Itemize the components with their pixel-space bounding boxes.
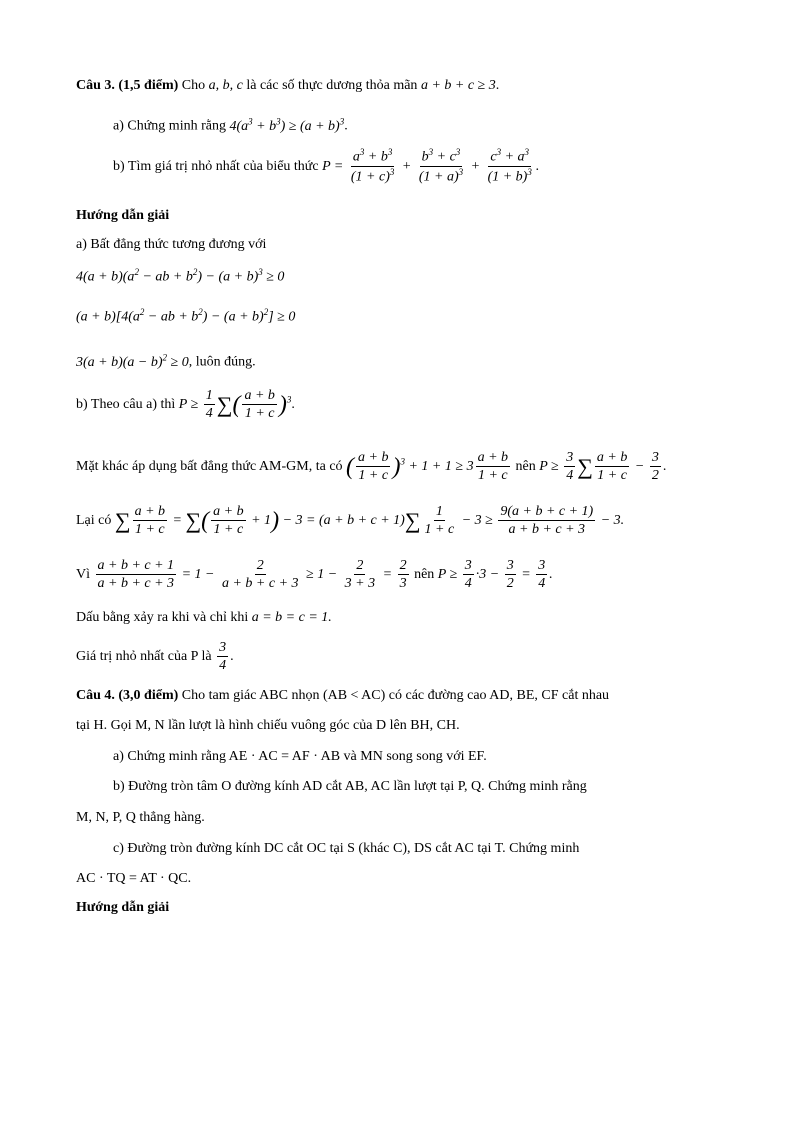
q4-title: Câu 4. (3,0 điểm) (76, 688, 179, 703)
q3-am-gm: Mặt khác áp dụng bất đẳng thức AM-GM, ta có ( $\frac{a + b}{1 + c}$ )$^3$ + 1 + 1 ≥ 3 $\frac{a + b}{1 + c}$ nên P ≥ $\frac{3}{4}$ ∑ $\frac{a + b}{1 + c}$ − $\frac{3}{2}$ . (76, 450, 667, 484)
q3-part-b (113, 148, 539, 185)
q3-intro2: là các số thực dương thỏa mãn (242, 78, 421, 93)
q4-l1: Cho tam giác ABC nhọn (AB < AC) có các đường cao AD, BE, CF cắt nhau (178, 688, 610, 703)
q3-title: Câu 3. (1,5 điểm) (76, 78, 179, 93)
q3-lai-co: Lại có ∑ $\frac{a + b}{1 + c}$ = ∑( $\frac{a + b}{1 + c}$ + 1) − 3 = (a + b + c + 1)∑ $\frac{1}{1 + c}$ − 3 ≥ $\frac{9(a + b + c + 1)}{a + b + c + 3}$ − 3. (76, 504, 625, 538)
q3-solution-heading: Hướng dẫn giải (76, 208, 170, 223)
q3-sa-step2: $(a + b)[4(a^2$ − ab + $b^2) - (a + b)^2] \ge 0$ (76, 307, 296, 325)
q3-vars: a, b, c (208, 78, 243, 93)
q4-part-c2: AC · TQ = AT · QC. (76, 871, 192, 886)
q4-part-a: a) Chứng minh rằng AE · AC = AF · AB và MN song song với EF. (113, 749, 487, 764)
q4-part-b1: b) Đường tròn tâm O đường kính AD cắt AB, AC lần lượt tại P, Q. Chứng minh rằng (113, 779, 587, 794)
q3-equality: Dấu bằng xảy ra khi và chỉ khi a = b = c = 1. (76, 610, 332, 625)
q4-line1 (76, 688, 609, 705)
q3-intro: Cho (178, 78, 209, 93)
q3-sa-step1: $4(a + b)(a^2$ − ab + $b^2) - (a + b)^3 \ge 0$ (76, 267, 285, 285)
q3-b-math: P = $\frac{a^3 + b^3}{(1 + c)^3}$ + $\frac{b^3 + c^3}{(1 + a)^3}$ + $\frac{c^3 + a^3}{(1 + b)^3}$ . (322, 147, 540, 185)
q4-part-c1: c) Đường tròn đường kính DC cắt OC tại S (khác C), DS cắt AC tại T. Chứng minh (113, 841, 580, 856)
q3-b-text: b) Tìm giá trị nhỏ nhất của biểu thức (113, 158, 323, 174)
q3-vi: Vì $\frac{a + b + c + 1}{a + b + c + 3}$ = 1 − $\frac{2}{a + b + c + 3}$ ≥ 1 − $\frac{2}{3 + 3}$ = $\frac{2}{3}$ nên P ≥ $\frac{3}{4}$ ·3 − $\frac{3}{2}$ = $\frac{3}{4}$ . (76, 558, 553, 592)
q3-sa-step3: $3(a + b)(a - b)^2 \ge 0$, luôn đúng. (76, 352, 256, 370)
q3-a-text: a) Chứng minh rằng (113, 118, 230, 134)
q4-part-b2: M, N, P, Q thẳng hàng. (76, 810, 205, 825)
q3-statement: Câu 3. (1,5 điểm) Cho a, b, c là các số thực dương thỏa mãn a + b + c ≥ 3. (76, 78, 500, 93)
q4-line2: tại H. Gọi M, N lần lượt là hình chiếu vuông góc của D lên BH, CH. (76, 718, 460, 733)
q3-min: Giá trị nhỏ nhất của P là $\frac{3}{4}$ . (76, 640, 234, 674)
q3-part-a: a) Chứng minh rằng $4(a^3 + b^3) \ge (a + b)^3$. (113, 116, 348, 134)
q3-a-math: $4(a^3 + b^3) \ge (a + b)^3$ (229, 116, 345, 134)
q3-sb-step1: b) Theo câu a) thì P ≥ $\frac{1}{4}$ ∑( $\frac{a + b}{1 + c}$ )$^3$. (76, 388, 295, 422)
q3-sa-intro: a) Bất đẳng thức tương đương với (76, 237, 267, 252)
q3-condition: a + b + c ≥ 3 (420, 78, 496, 93)
q4-solution-heading: Hướng dẫn giải (76, 900, 170, 915)
